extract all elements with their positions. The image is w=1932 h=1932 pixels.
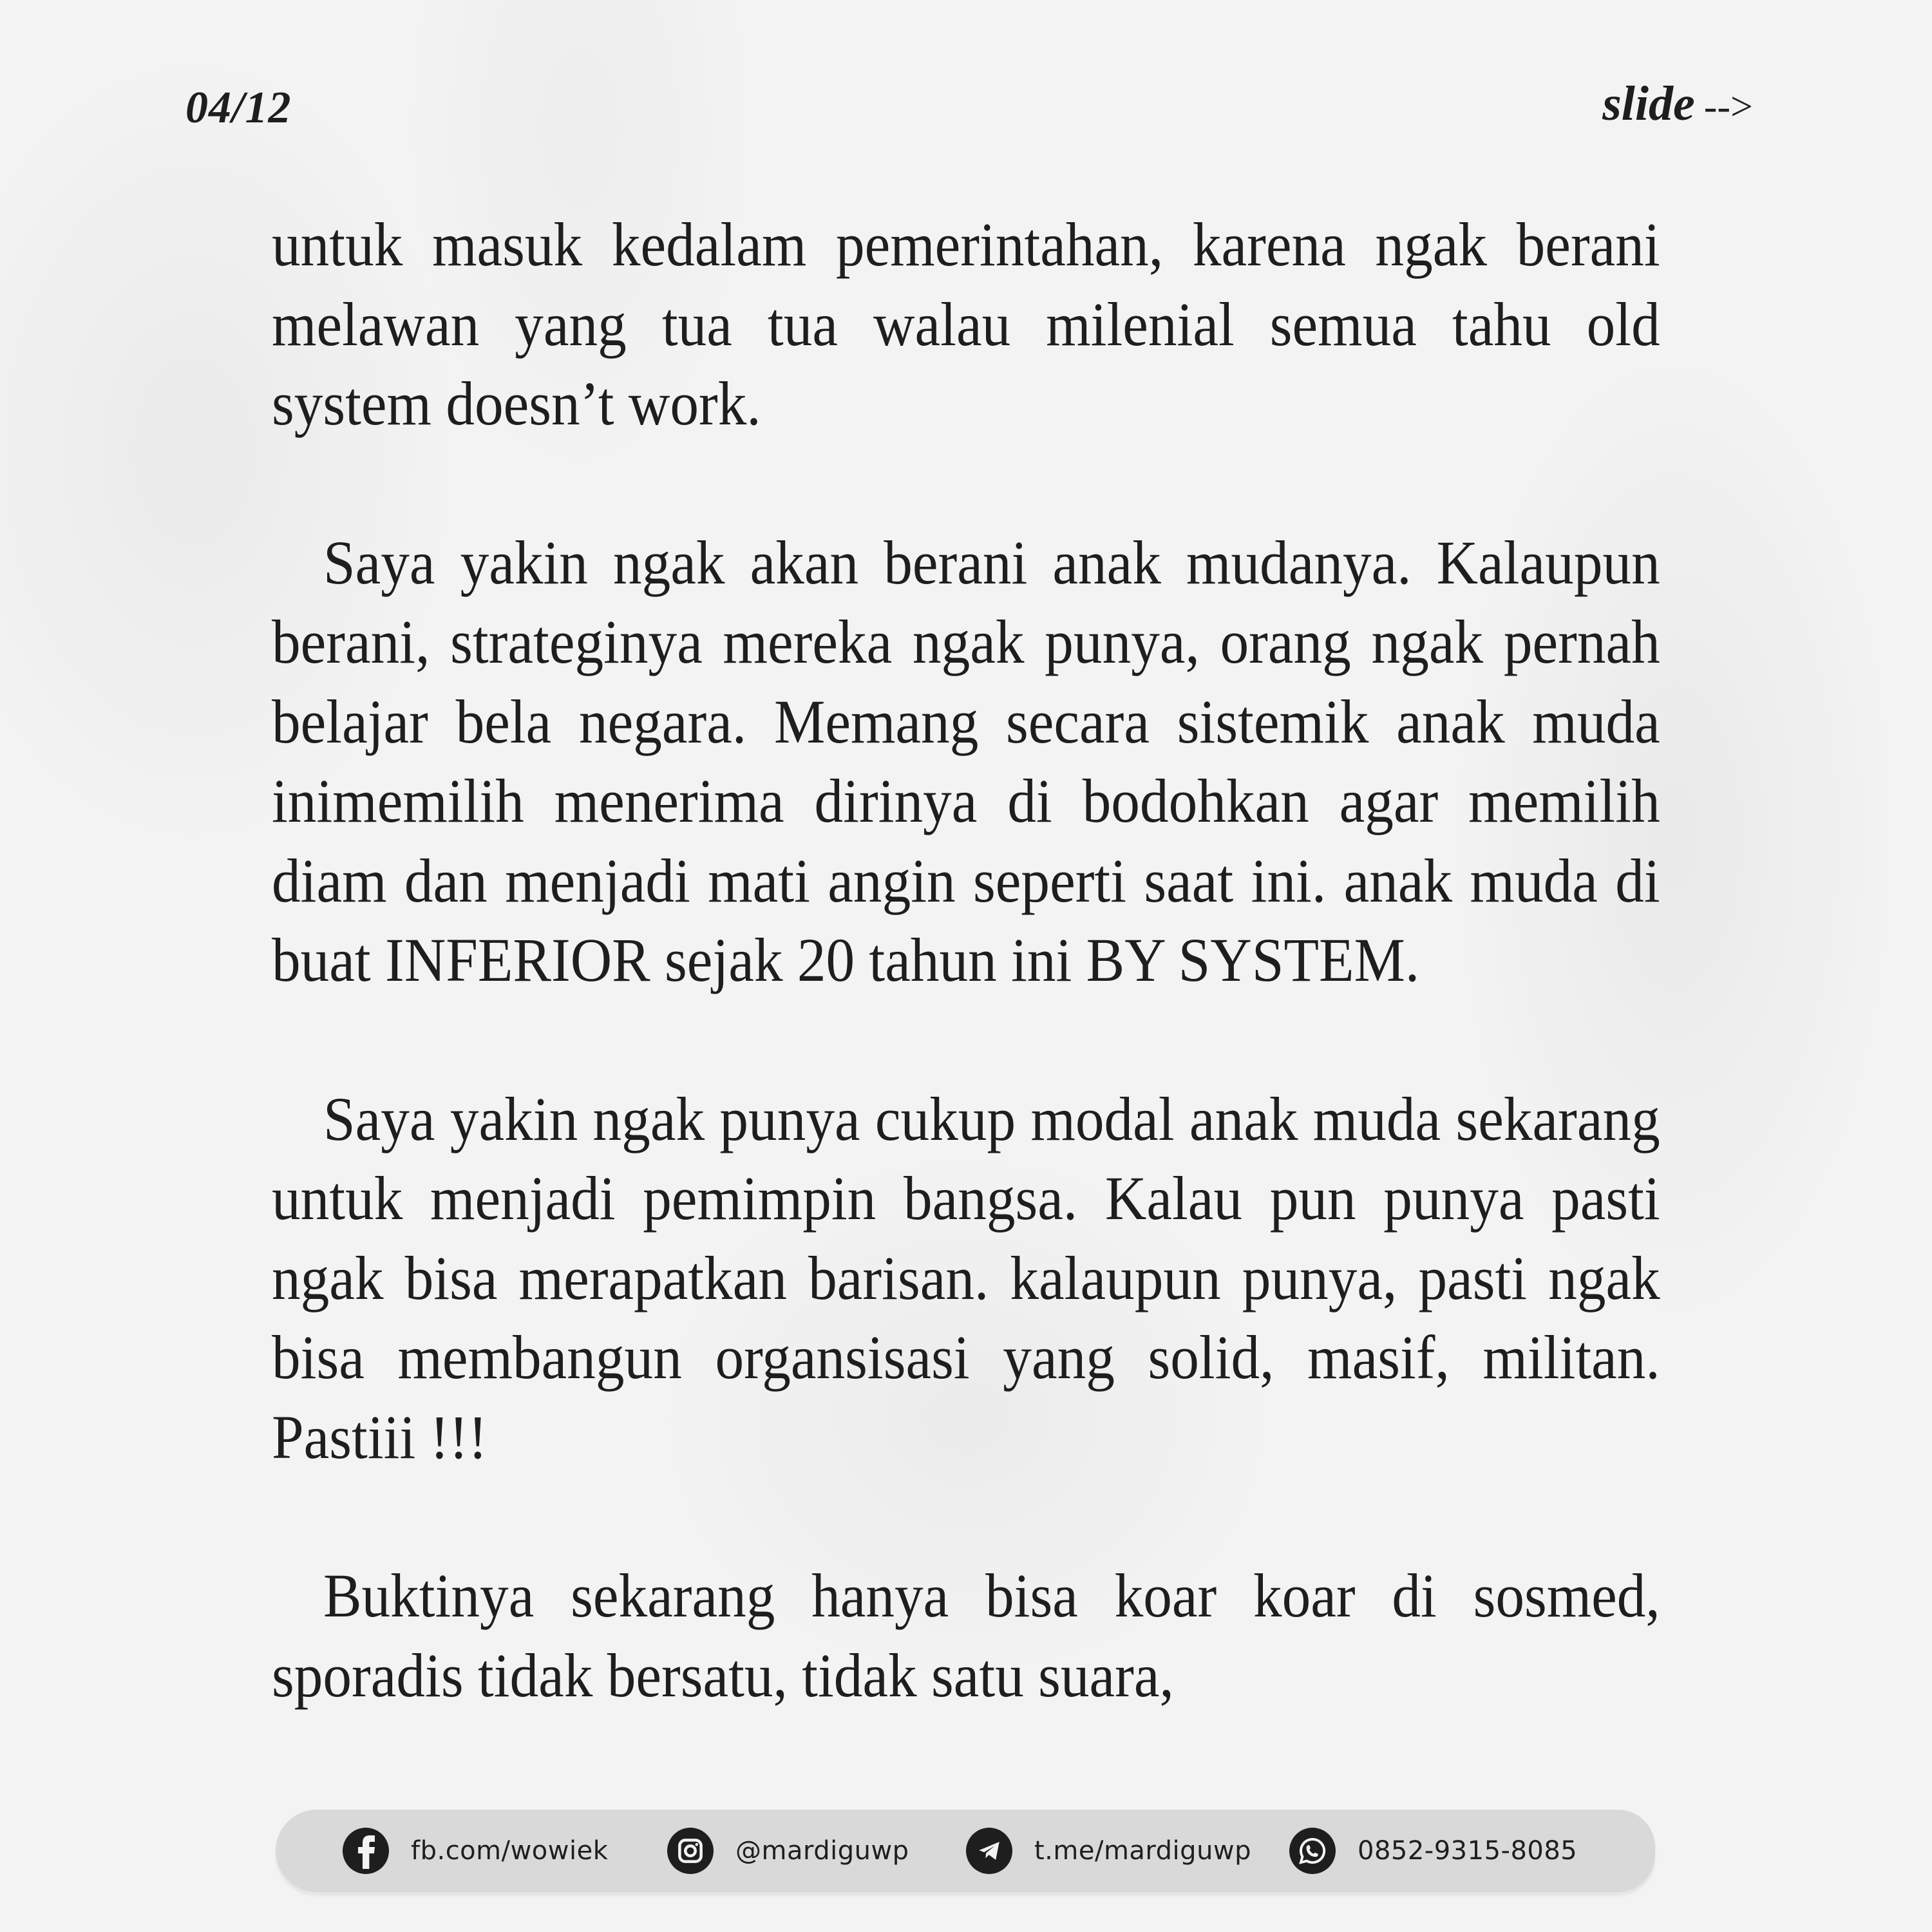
telegram-icon bbox=[966, 1828, 1012, 1874]
whatsapp-link[interactable] bbox=[1289, 1828, 1577, 1874]
instagram-link[interactable] bbox=[667, 1828, 966, 1874]
facebook-label: fb.com/wowiek bbox=[411, 1836, 609, 1866]
telegram-link[interactable] bbox=[966, 1828, 1289, 1874]
paragraph-1: untuk masuk kedalam pemerintahan, karena ngak berani melawan yang tua tua walau milenial semua tahu old system doesn’t work. bbox=[272, 210, 1660, 438]
social-footer bbox=[276, 1810, 1655, 1892]
page-number: 04/12 bbox=[185, 83, 292, 133]
facebook-link[interactable] bbox=[343, 1828, 667, 1874]
paragraph-4: Buktinya sekarang hanya bisa koar koar di sosmed, sporadis tidak bersatu, tidak satu suara, bbox=[272, 1561, 1660, 1710]
whatsapp-icon bbox=[1289, 1828, 1336, 1874]
paragraph-2: Saya yakin ngak akan berani anak mudanya. Kalaupun berani, strateginya mereka ngak punya, orang ngak pernah belajar bela negara. Memang secara sistemik anak muda inimemilih menerima dirinya di bodohkan agar memilih diam dan menjadi mati angin seperti saat ini. anak muda di buat INFERIOR sejak 20 tahun ini BY SYSTEM. bbox=[272, 527, 1660, 994]
paragraph-3: Saya yakin ngak punya cukup modal anak muda sekarang untuk menjadi pemimpin bangsa. Kalau pun punya pasti ngak bisa merapatkan barisan. kalaupun punya, pasti ngak bisa membangun organsisasi yang solid, masif, militan. Pastiii !!! bbox=[272, 1084, 1660, 1472]
arrow-right-icon: --> bbox=[1703, 85, 1753, 129]
slide-next-hint bbox=[1602, 76, 1753, 132]
telegram-label: t.me/mardiguwp bbox=[1034, 1836, 1252, 1866]
instagram-icon bbox=[667, 1828, 714, 1874]
whatsapp-label: 0852-9315-8085 bbox=[1358, 1836, 1578, 1866]
instagram-label: @mardiguwp bbox=[735, 1836, 909, 1866]
slide-hint-label: slide bbox=[1602, 77, 1695, 131]
article-body bbox=[272, 205, 1660, 1794]
facebook-icon bbox=[343, 1828, 389, 1874]
